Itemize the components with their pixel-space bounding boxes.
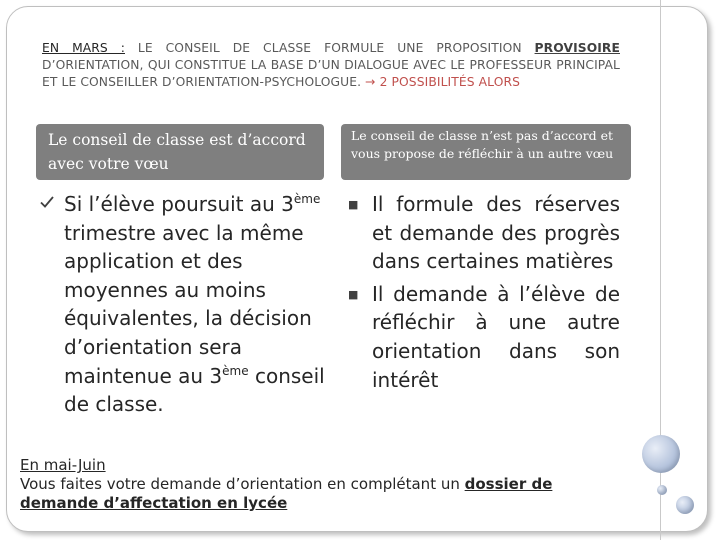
intro-text-main: LE CONSEIL DE CLASSE FORMULE UNE PROPOSITION: [124, 41, 535, 55]
square-bullet-icon: ■: [348, 287, 359, 301]
agree-sup-a: ème: [293, 192, 321, 206]
intro-paragraph: [42, 40, 620, 91]
disagree-header: Le conseil de classe n’est pas d’accord et vous propose de réfléchir à un autre vœu: [341, 124, 631, 180]
square-bullet-icon: ■: [348, 198, 359, 211]
agree-column: [40, 190, 325, 419]
agree-header: Le conseil de classe est d’accord avec votre vœu: [36, 124, 324, 180]
intro-text-rest: D’ORIENTATION, QUI CONSTITUE LA BASE D’UN DIALOGUE AVEC LE PROFESSEUR PRINCIPAL ET LE CONSEILLER D’ORIENTATION-PSYCHOLOGUE.: [42, 58, 620, 89]
decorative-circle-small: [657, 485, 667, 495]
disagree-bullet: [348, 190, 623, 276]
footer-line: [20, 475, 610, 513]
intro-provisoire: PROVISOIRE: [534, 41, 620, 55]
agree-bullet: [40, 190, 325, 419]
footer-note: [20, 456, 610, 513]
decorative-circle-medium: [676, 496, 694, 514]
decorative-circle-large: [642, 435, 680, 473]
agree-sup-b: ème: [222, 363, 249, 378]
intro-outcome: 2 POSSIBILITÉS ALORS: [375, 75, 521, 89]
agree-text-c: conseil de classe.: [64, 363, 325, 417]
disagree-column: [348, 190, 623, 394]
agree-bullet-text: [64, 190, 325, 419]
disagree-bullet-text: Il formule des réserves et demande des progrès dans certaines matières: [372, 192, 620, 274]
agree-text-b: trimestre avec la même application et des moyennes au moins équivalentes, la décision d’orientation sera maintenue au 3: [64, 220, 312, 388]
footer-period: En mai-Juin: [20, 456, 106, 474]
agree-text-a: Si l’élève poursuit au 3: [64, 192, 294, 216]
checkmark-icon: [40, 195, 64, 213]
footer-dossier: dossier de demande d’affectation en lycée: [20, 475, 553, 512]
footer-text: Vous faites votre demande d’orientation en complétant un: [20, 475, 465, 493]
disagree-bullet: [348, 280, 623, 394]
disagree-bullet-text: Il demande à l’élève de réfléchir à une autre orientation dans son intérêt: [372, 281, 620, 392]
arrow-right-icon: →: [365, 75, 376, 89]
intro-lead: EN MARS :: [42, 41, 125, 55]
